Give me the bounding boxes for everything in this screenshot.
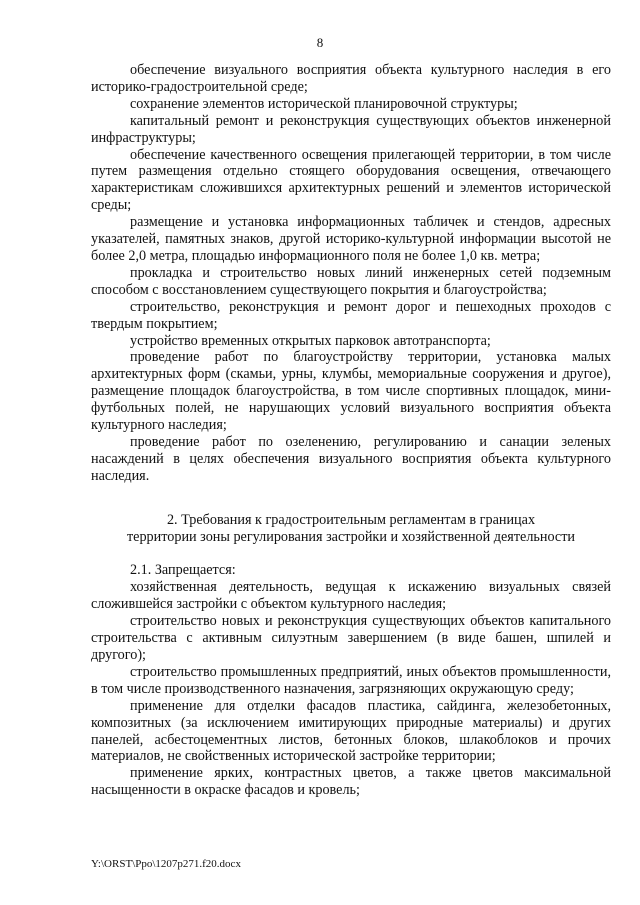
paragraph: применение для отделки фасадов пластика, сайдинга, железобетонных, композитных (за исключением имитирующих природные материалы) и других панелей, асбестоцементных листов, бетонных блоков, шлакоблоков и прочих материалов, не свойственных исторической застройке территории;	[91, 697, 611, 765]
paragraph: хозяйственная деятельность, ведущая к искажению визуальных связей сложившейся застройки с объектом культурного наследия;	[91, 579, 611, 613]
paragraph: устройство временных открытых парковок автотранспорта;	[130, 332, 491, 349]
paragraph: обеспечение качественного освещения прилегающей территории, в том числе путем размещения отдельно стоящего оборудования освещения, отвечающего характеристикам сложившихся архитектурных решений и элементов исторической среды;	[91, 146, 611, 214]
paragraph: проведение работ по озеленению, регулированию и санации зеленых насаждений в целях обеспечения визуального восприятия объекта культурного наследия.	[91, 433, 611, 484]
page-number: 8	[316, 35, 324, 50]
section-heading-line: территории зоны регулирования застройки и хозяйственной деятельности	[126, 528, 576, 545]
paragraph: обеспечение визуального восприятия объекта культурного наследия в его историко-градостроительной среде;	[91, 62, 611, 95]
paragraph: проведение работ по благоустройству территории, установка малых архитектурных форм (скамьи, урны, клумбы, мемориальные сооружения и другое), размещение площадок благоустройства, в том числе спортивных площадок, мини-футбольных полей, не нарушающих условий визуального восприятия объекта культурного наследия;	[91, 349, 611, 434]
paragraph: строительство, реконструкция и ремонт дорог и пешеходных проходов с твердым покрытием;	[91, 298, 611, 332]
paragraph: капитальный ремонт и реконструкция существующих объектов инженерной инфраструктуры;	[91, 112, 611, 146]
paragraph: строительство новых и реконструкция существующих объектов капитального строительства с активным силуэтным завершением (в виде башен, шпилей и другого);	[91, 613, 611, 663]
subsection-title: 2.1. Запрещается:	[130, 562, 236, 579]
paragraph: применение ярких, контрастных цветов, а также цветов максимальной насыщенности в окраске фасадов и кровель;	[91, 765, 611, 799]
paragraph: прокладка и строительство новых линий инженерных сетей подземным способом с восстановлением существующего покрытия и благоустройства;	[91, 264, 611, 298]
footer-file-path: Y:\ORST\Ppo\1207p271.f20.docx	[91, 858, 241, 870]
paragraph: строительство промышленных предприятий, иных объектов промышленности, в том числе производственного назначения, загрязняющих окружающую среду;	[91, 663, 611, 697]
section-heading-line: 2. Требования к градостроительным регламентам в границах	[166, 511, 536, 528]
section-heading	[91, 512, 611, 546]
document-body	[91, 62, 611, 799]
paragraph: размещение и установка информационных табличек и стендов, адресных указателей, памятных знаков, другой историко-культурной информации высотой не более 2,0 метра, площадью информационного поля не более 1,0 кв. метра;	[91, 214, 611, 264]
paragraph: сохранение элементов исторической планировочной структуры;	[130, 95, 518, 112]
